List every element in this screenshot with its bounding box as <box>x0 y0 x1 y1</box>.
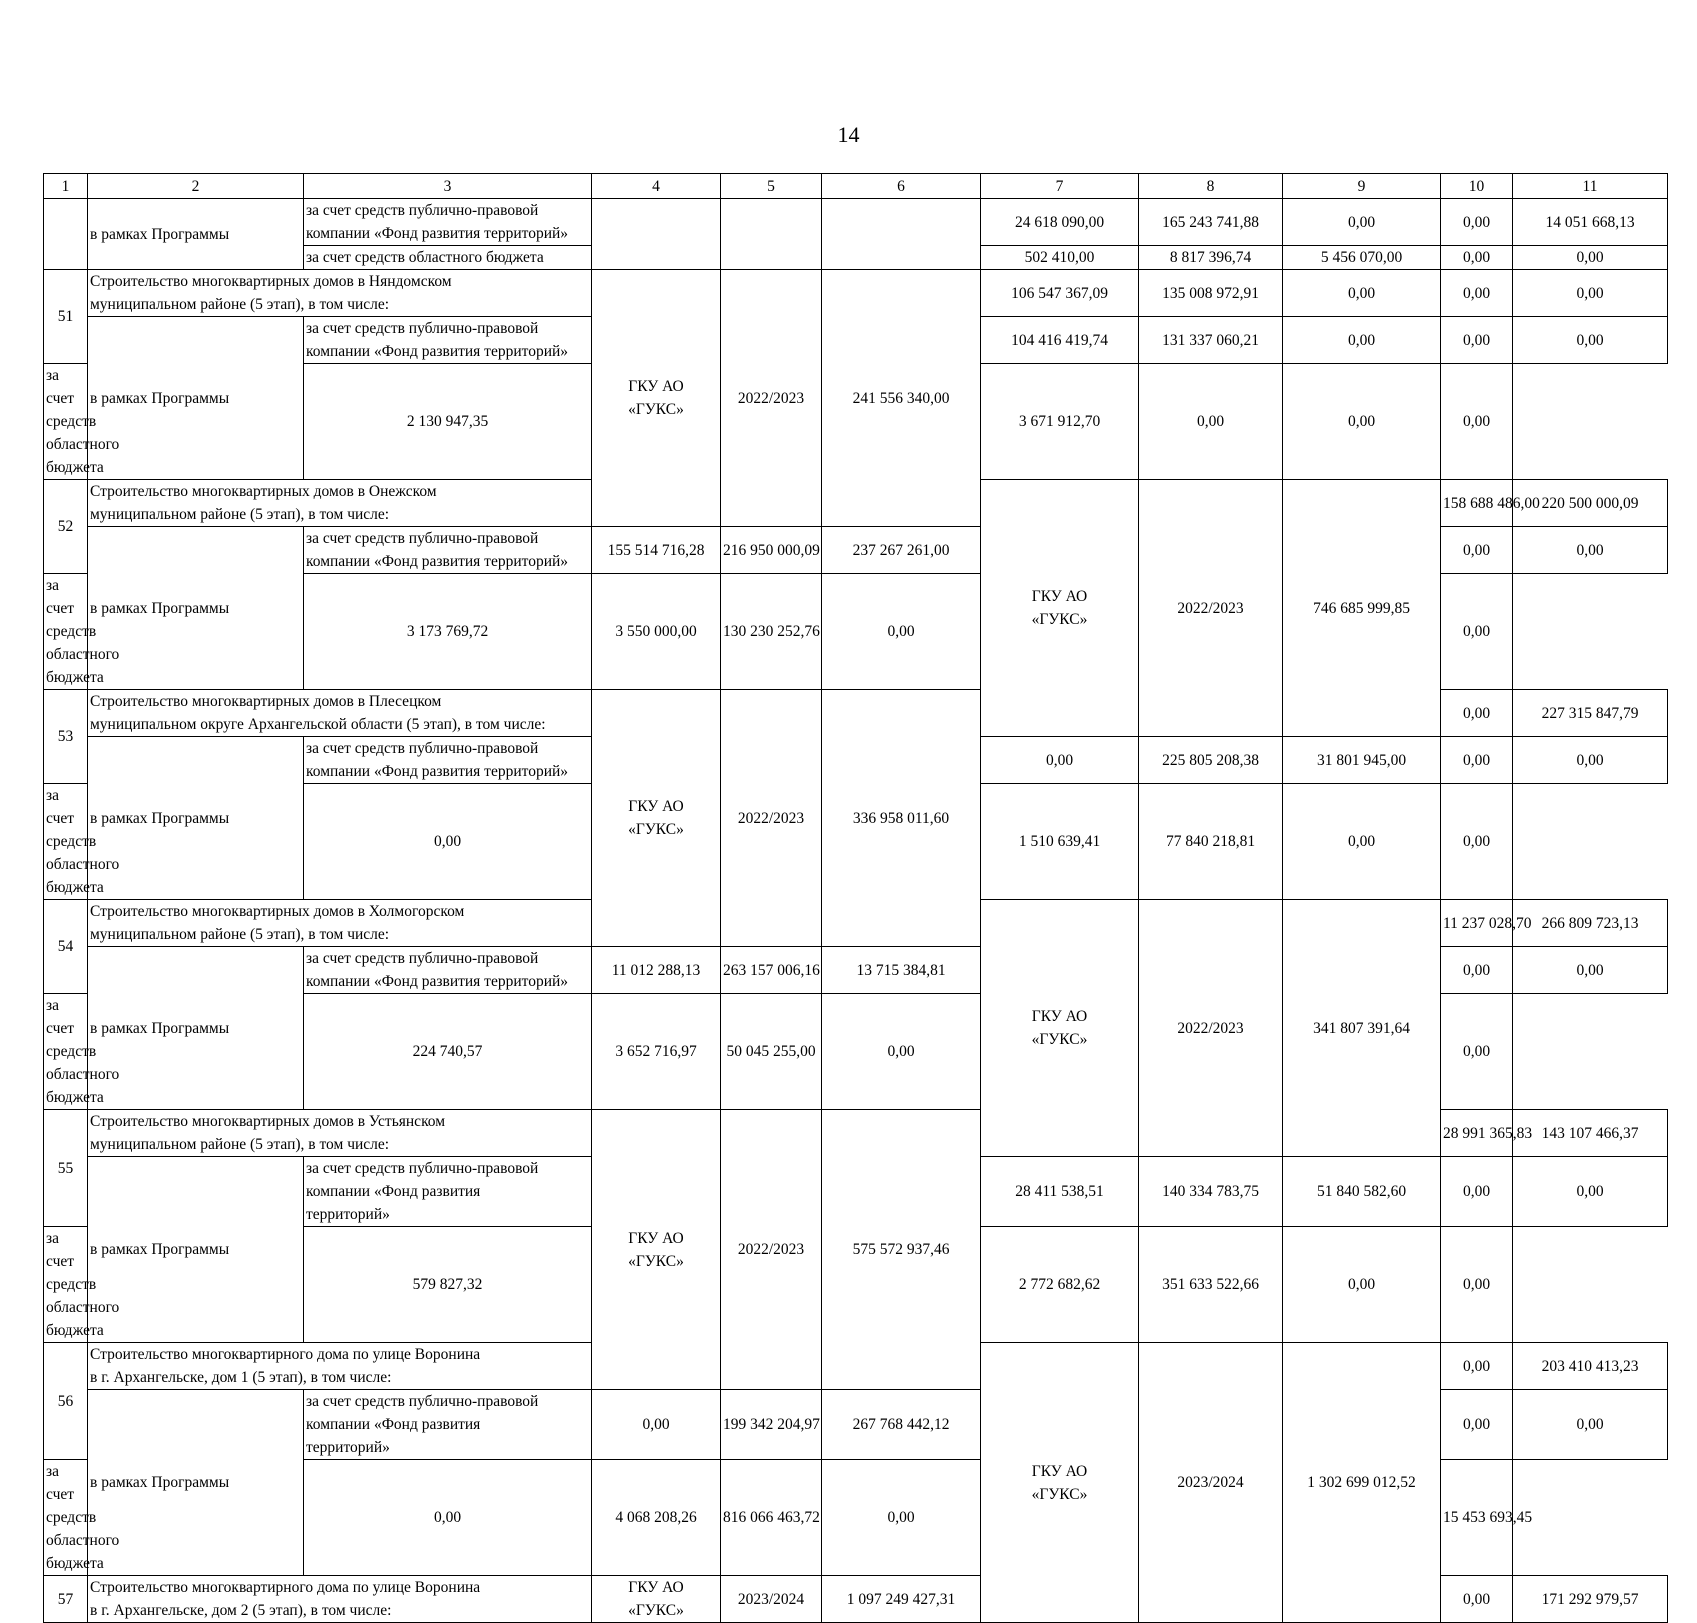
amount-cell: 266 809 723,13 <box>1513 900 1668 947</box>
cost-cell: 336 958 011,60 <box>822 690 981 947</box>
amount-cell: 0,00 <box>1441 1157 1513 1227</box>
amount-cell: 131 337 060,21 <box>1139 317 1283 364</box>
amount-cell: 0,00 <box>1441 574 1513 690</box>
funding-source-federal <box>304 947 592 994</box>
amount-cell: 0,00 <box>1283 784 1441 900</box>
amount-cell: 0,00 <box>1441 1390 1513 1460</box>
amount-cell: 199 342 204,97 <box>721 1390 822 1460</box>
executor-cell-line: «ГУКС» <box>1031 1485 1088 1503</box>
item-number: 55 <box>44 1110 88 1227</box>
executor-cell <box>592 690 721 947</box>
item-title <box>88 900 592 947</box>
program-label: в рамках Программы <box>88 1157 304 1343</box>
column-header: 7 <box>981 174 1139 199</box>
amount-cell: 50 045 255,00 <box>721 994 822 1110</box>
item-number: 57 <box>44 1576 88 1623</box>
program-label: в рамках Программы <box>88 527 304 690</box>
cost-cell: 341 807 391,64 <box>1283 900 1441 1157</box>
item-title-line: Строительство многоквартирных домов в Онежском <box>90 483 437 500</box>
amount-cell: 4 068 208,26 <box>592 1460 721 1576</box>
amount-cell: 13 715 384,81 <box>822 947 981 994</box>
cost-cell: 1 097 249 427,31 <box>822 1576 981 1623</box>
period-cell: 2022/2023 <box>721 690 822 947</box>
amount-cell: 0,00 <box>1441 1343 1513 1390</box>
item-title-line: в г. Архангельске, дом 2 (5 этап), в том числе: <box>90 1602 392 1619</box>
column-header: 1 <box>44 174 88 199</box>
column-header: 5 <box>721 174 822 199</box>
executor-cell-line: ГКУ АО <box>628 1579 684 1596</box>
funding-source-federal-line: за счет средств публично-правовой <box>306 202 539 219</box>
amount-cell: 51 840 582,60 <box>1283 1157 1441 1227</box>
period-cell: 2022/2023 <box>721 1110 822 1390</box>
executor-cell-line: ГКУ АО <box>1031 1462 1088 1480</box>
amount-cell: 15 453 693,45 <box>1441 1460 1513 1576</box>
funding-source-regional: за счет средств областного бюджета <box>44 1460 88 1576</box>
item-title <box>88 270 592 317</box>
amount-cell: 0,00 <box>1283 199 1441 246</box>
executor-cell <box>981 1343 1139 1623</box>
item-title-line: муниципальном районе (5 этап), в том числе: <box>90 506 390 523</box>
amount-cell: 0,00 <box>1283 270 1441 317</box>
amount-cell: 0,00 <box>822 1460 981 1576</box>
funding-source-federal <box>304 1157 592 1227</box>
column-header: 4 <box>592 174 721 199</box>
amount-cell: 0,00 <box>1513 1157 1668 1227</box>
amount-cell: 28 411 538,51 <box>981 1157 1139 1227</box>
amount-cell: 0,00 <box>1441 690 1513 737</box>
table-row <box>44 199 1668 246</box>
funding-source-federal-line: за счет средств публично-правовой <box>306 320 539 337</box>
amount-cell: 11 012 288,13 <box>592 947 721 994</box>
amount-cell: 0,00 <box>1441 527 1513 574</box>
amount-cell: 0,00 <box>1441 317 1513 364</box>
item-title-line: в г. Архангельске, дом 1 (5 этап), в том числе: <box>90 1369 392 1386</box>
executor-cell-line: «ГУКС» <box>628 1252 684 1270</box>
amount-cell: 11 237 028,70 <box>1441 900 1513 947</box>
amount-cell: 0,00 <box>1139 364 1283 480</box>
item-title <box>88 1576 592 1623</box>
amount-cell: 0,00 <box>1441 737 1513 784</box>
executor-cell-line: ГКУ АО <box>628 378 684 395</box>
funding-source-federal <box>304 317 592 364</box>
amount-cell: 237 267 261,00 <box>822 527 981 574</box>
amount-cell: 216 950 000,09 <box>721 527 822 574</box>
amount-cell: 130 230 252,76 <box>721 574 822 690</box>
item-title <box>88 1343 592 1390</box>
amount-cell: 0,00 <box>1441 364 1513 480</box>
amount-cell: 0,00 <box>1283 317 1441 364</box>
amount-cell: 0,00 <box>1283 1227 1441 1343</box>
executor-cell <box>592 270 721 527</box>
executor-cell-line: «ГУКС» <box>628 821 684 838</box>
amount-cell: 0,00 <box>304 1460 592 1576</box>
funding-source-federal <box>304 527 592 574</box>
column-header: 11 <box>1513 174 1668 199</box>
period-cell: 2023/2024 <box>721 1576 822 1623</box>
funding-source-federal-line: за счет средств публично-правовой <box>306 740 539 757</box>
amount-cell: 351 633 522,66 <box>1139 1227 1283 1343</box>
funding-source-federal-line: компании «Фонд развития территорий» <box>306 553 569 570</box>
executor-cell-line: «ГУКС» <box>1031 1031 1088 1048</box>
funding-source-federal <box>304 199 592 246</box>
funding-source-federal-line: территорий» <box>306 1206 390 1223</box>
amount-cell: 2 130 947,35 <box>304 364 592 480</box>
amount-cell: 158 688 486,00 <box>1441 480 1513 527</box>
amount-cell: 0,00 <box>822 994 981 1110</box>
program-label: в рамках Программы <box>88 317 304 480</box>
item-number: 53 <box>44 690 88 784</box>
amount-cell: 0,00 <box>1283 364 1441 480</box>
amount-cell: 0,00 <box>1441 199 1513 246</box>
item-number: 52 <box>44 480 88 574</box>
item-title <box>88 480 592 527</box>
executor-cell <box>981 480 1139 737</box>
period-cell <box>721 199 822 270</box>
funding-source-regional: за счет средств областного бюджета <box>44 994 88 1110</box>
funding-source-federal <box>304 1390 592 1460</box>
amount-cell: 155 514 716,28 <box>592 527 721 574</box>
period-cell: 2022/2023 <box>1139 900 1283 1157</box>
amount-cell: 31 801 945,00 <box>1283 737 1441 784</box>
amount-cell: 135 008 972,91 <box>1139 270 1283 317</box>
amount-cell: 0,00 <box>304 784 592 900</box>
table-body <box>44 174 1668 1623</box>
period-cell: 2022/2023 <box>721 270 822 527</box>
item-title <box>88 1110 592 1157</box>
amount-cell: 816 066 463,72 <box>721 1460 822 1576</box>
amount-cell: 0,00 <box>1441 1227 1513 1343</box>
cost-cell: 746 685 999,85 <box>1283 480 1441 737</box>
amount-cell: 0,00 <box>592 1390 721 1460</box>
funding-source-regional: за счет средств областного бюджета <box>44 1227 88 1343</box>
funding-source-federal-line: компании «Фонд развития территорий» <box>306 225 569 242</box>
amount-cell: 0,00 <box>1513 737 1668 784</box>
amount-cell: 502 410,00 <box>981 246 1139 270</box>
program-label: в рамках Программы <box>88 947 304 1110</box>
executor-cell <box>981 900 1139 1157</box>
amount-cell: 203 410 413,23 <box>1513 1343 1668 1390</box>
amount-cell: 267 768 442,12 <box>822 1390 981 1460</box>
amount-cell: 28 991 365,83 <box>1441 1110 1513 1157</box>
executor-cell <box>592 1110 721 1390</box>
amount-cell: 106 547 367,09 <box>981 270 1139 317</box>
amount-cell: 0,00 <box>1441 1576 1513 1623</box>
amount-cell: 0,00 <box>822 574 981 690</box>
amount-cell: 0,00 <box>1441 994 1513 1110</box>
item-title <box>88 690 592 737</box>
column-header: 3 <box>304 174 592 199</box>
amount-cell: 0,00 <box>981 737 1139 784</box>
executor-cell-line: «ГУКС» <box>628 401 684 418</box>
funding-source-regional: за счет средств областного бюджета <box>304 246 592 270</box>
amount-cell: 0,00 <box>1513 947 1668 994</box>
amount-cell: 227 315 847,79 <box>1513 690 1668 737</box>
cost-cell: 1 302 699 012,52 <box>1283 1343 1441 1623</box>
column-header: 10 <box>1441 174 1513 199</box>
column-header: 8 <box>1139 174 1283 199</box>
amount-cell: 3 652 716,97 <box>592 994 721 1110</box>
amount-cell: 24 618 090,00 <box>981 199 1139 246</box>
funding-source-federal-line: компании «Фонд развития территорий» <box>306 763 569 780</box>
amount-cell: 14 051 668,13 <box>1513 199 1668 246</box>
executor-cell-line: «ГУКС» <box>628 1602 684 1619</box>
period-cell: 2023/2024 <box>1139 1343 1283 1623</box>
amount-cell: 8 817 396,74 <box>1139 246 1283 270</box>
amount-cell: 140 334 783,75 <box>1139 1157 1283 1227</box>
amount-cell: 0,00 <box>1441 784 1513 900</box>
item-title-line: муниципальном районе (5 этап), в том числе: <box>90 1136 390 1153</box>
table-row <box>44 270 1668 317</box>
cost-cell: 575 572 937,46 <box>822 1110 981 1390</box>
page-number: 14 <box>837 122 860 147</box>
funding-source-regional: за счет средств областного бюджета <box>44 784 88 900</box>
item-number: 56 <box>44 1343 88 1460</box>
column-header: 2 <box>88 174 304 199</box>
item-title-line: Строительство многоквартирного дома по улице Воронина <box>90 1346 481 1363</box>
item-title-line: Строительство многоквартирных домов в Устьянском <box>90 1113 446 1130</box>
amount-cell: 0,00 <box>1441 270 1513 317</box>
executor-cell-line: ГКУ АО <box>628 1229 684 1247</box>
executor-cell <box>592 199 721 270</box>
executor-cell-line: «ГУКС» <box>1031 611 1088 628</box>
funding-source-federal-line: территорий» <box>306 1439 390 1456</box>
item-title-line: Строительство многоквартирных домов в Холмогорском <box>90 903 465 920</box>
funding-source-regional: за счет средств областного бюджета <box>44 364 88 480</box>
funding-source-federal-line: компании «Фонд развития <box>306 1416 481 1433</box>
amount-cell: 0,00 <box>1441 947 1513 994</box>
executor-cell-line: ГКУ АО <box>628 798 684 815</box>
funding-source-regional: за счет средств областного бюджета <box>44 574 88 690</box>
column-header: 6 <box>822 174 981 199</box>
header-row <box>44 174 1668 199</box>
program-label: в рамках Программы <box>88 199 304 270</box>
funding-source-federal-line: компании «Фонд развития территорий» <box>306 343 569 360</box>
item-title-line: муниципальном районе (5 этап), в том числе: <box>90 926 390 943</box>
budget-table <box>43 173 1668 1623</box>
program-label: в рамках Программы <box>88 737 304 900</box>
amount-cell: 77 840 218,81 <box>1139 784 1283 900</box>
cost-cell <box>822 199 981 270</box>
funding-source-federal <box>304 737 592 784</box>
item-number: 54 <box>44 900 88 994</box>
amount-cell: 220 500 000,09 <box>1513 480 1668 527</box>
executor-cell-line: ГКУ АО <box>1031 1008 1088 1025</box>
amount-cell: 104 416 419,74 <box>981 317 1139 364</box>
funding-source-federal-line: за счет средств публично-правовой <box>306 530 539 547</box>
funding-source-federal-line: компании «Фонд развития <box>306 1183 481 1200</box>
amount-cell: 0,00 <box>1513 527 1668 574</box>
funding-source-federal-line: за счет средств публично-правовой <box>306 950 539 967</box>
amount-cell: 0,00 <box>1441 246 1513 270</box>
program-label: в рамках Программы <box>88 1390 304 1576</box>
amount-cell: 3 173 769,72 <box>304 574 592 690</box>
amount-cell: 579 827,32 <box>304 1227 592 1343</box>
amount-cell: 263 157 006,16 <box>721 947 822 994</box>
period-cell: 2022/2023 <box>1139 480 1283 737</box>
executor-cell-line: ГКУ АО <box>1031 588 1088 605</box>
amount-cell: 0,00 <box>1513 270 1668 317</box>
amount-cell: 3 671 912,70 <box>981 364 1139 480</box>
amount-cell: 225 805 208,38 <box>1139 737 1283 784</box>
amount-cell: 5 456 070,00 <box>1283 246 1441 270</box>
funding-source-federal-line: за счет средств публично-правовой <box>306 1393 539 1410</box>
item-title-line: муниципальном районе (5 этап), в том числе: <box>90 296 390 313</box>
amount-cell: 165 243 741,88 <box>1139 199 1283 246</box>
amount-cell: 0,00 <box>1513 246 1668 270</box>
item-title-line: Строительство многоквартирных домов в Няндомском <box>90 273 452 290</box>
cost-cell: 241 556 340,00 <box>822 270 981 527</box>
funding-source-federal-line: за счет средств публично-правовой <box>306 1160 539 1177</box>
item-title-line: муниципальном округе Архангельской области (5 этап), в том числе: <box>90 716 546 733</box>
amount-cell: 224 740,57 <box>304 994 592 1110</box>
column-header: 9 <box>1283 174 1441 199</box>
amount-cell: 2 772 682,62 <box>981 1227 1139 1343</box>
item-title-line: Строительство многоквартирного дома по улице Воронина <box>90 1579 481 1596</box>
funding-source-federal-line: компании «Фонд развития территорий» <box>306 973 569 990</box>
item-number-cell <box>44 199 88 270</box>
item-number: 51 <box>44 270 88 364</box>
amount-cell: 3 550 000,00 <box>592 574 721 690</box>
amount-cell: 0,00 <box>1513 317 1668 364</box>
amount-cell: 1 510 639,41 <box>981 784 1139 900</box>
executor-cell <box>592 1576 721 1623</box>
item-title-line: Строительство многоквартирных домов в Плесецком <box>90 693 442 710</box>
amount-cell: 0,00 <box>1513 1390 1668 1460</box>
amount-cell: 171 292 979,57 <box>1513 1576 1668 1623</box>
amount-cell: 143 107 466,37 <box>1513 1110 1668 1157</box>
